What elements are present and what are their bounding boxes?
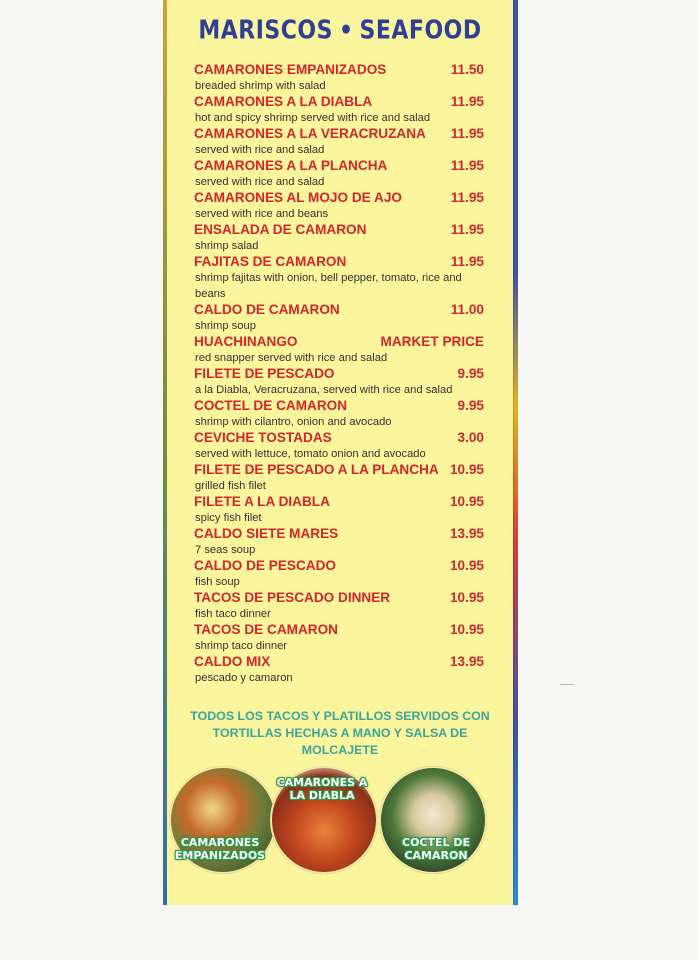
menu-item-description: breaded shrimp with salad xyxy=(195,80,326,92)
menu-item-list xyxy=(194,62,484,686)
menu-item xyxy=(194,622,484,654)
menu-item xyxy=(194,366,484,398)
menu-item-description: 7 seas soup xyxy=(195,544,256,556)
dish-photo-row xyxy=(167,766,513,881)
menu-item-description: shrimp taco dinner xyxy=(195,640,288,652)
menu-item-price: 10.95 xyxy=(449,558,484,573)
menu-item-header xyxy=(194,302,484,318)
menu-item-description: shrimp fajitas with onion, bell pepper, tomato, rice and beans xyxy=(195,272,462,300)
menu-item-header xyxy=(194,462,484,478)
menu-item-price: 10.95 xyxy=(449,494,484,509)
menu-item-price: 3.00 xyxy=(457,430,484,445)
menu-item-description: served with rice and salad xyxy=(195,176,325,188)
menu-item xyxy=(194,190,484,222)
menu-item-price: 13.95 xyxy=(449,654,484,669)
menu-item-price: 11.95 xyxy=(450,94,484,109)
menu-item-description: a la Diabla, Veracruzana, served with rice and salad xyxy=(195,384,453,396)
menu-item xyxy=(194,62,484,94)
scan-mark xyxy=(560,684,574,685)
menu-item-name: CAMARONES AL MOJO DE AJO xyxy=(194,190,402,205)
menu-title-spanish: MARISCOS xyxy=(198,16,333,46)
menu-item-header xyxy=(194,590,484,606)
menu-item-price: 11.95 xyxy=(450,190,484,205)
menu-item-description: shrimp soup xyxy=(195,320,256,332)
menu-item xyxy=(194,494,484,526)
menu-item-name: FILETE DE PESCADO xyxy=(194,366,335,381)
menu-item-price: 11.95 xyxy=(450,126,484,141)
menu-item-description: hot and spicy shrimp served with rice and salad xyxy=(195,112,431,124)
menu-item-name: COCTEL DE CAMARON xyxy=(194,398,348,413)
menu-item-name: FAJITAS DE CAMARON xyxy=(194,254,347,269)
menu-item-name: CALDO DE CAMARON xyxy=(194,302,340,317)
menu-item-header xyxy=(194,398,484,414)
menu-item xyxy=(194,222,484,254)
menu-item-price: 11.00 xyxy=(450,302,484,317)
menu-item-description: shrimp salad xyxy=(195,240,259,252)
menu-item-name: FILETE A LA DIABLA xyxy=(194,494,330,509)
menu-title-separator: • xyxy=(338,16,354,46)
menu-title xyxy=(167,16,513,46)
menu-item-description: shrimp with cilantro, onion and avocado xyxy=(195,416,392,428)
menu-item-description: served with lettuce, tomato onion and avocado xyxy=(195,448,426,460)
menu-item xyxy=(194,254,484,302)
menu-item-description: fish soup xyxy=(195,576,240,588)
menu-item-description: pescado y camaron xyxy=(195,672,293,684)
menu-item-name: CAMARONES A LA DIABLA xyxy=(194,94,373,109)
menu-item-header xyxy=(194,334,484,350)
menu-item-name: CAMARONES A LA PLANCHA xyxy=(194,158,388,173)
menu-item xyxy=(194,158,484,190)
menu-page xyxy=(167,0,513,905)
menu-item-header xyxy=(194,494,484,510)
menu-item xyxy=(194,654,484,686)
menu-item xyxy=(194,558,484,590)
menu-item xyxy=(194,462,484,494)
menu-item-description: grilled fish filet xyxy=(195,480,266,492)
menu-item-header xyxy=(194,430,484,446)
menu-item-name: TACOS DE CAMARON xyxy=(194,622,338,637)
menu-item-price: 13.95 xyxy=(449,526,484,541)
menu-item-header xyxy=(194,654,484,670)
menu-title-english: SEAFOOD xyxy=(359,16,482,46)
menu-item-description: served with rice and salad xyxy=(195,144,325,156)
menu-item-header xyxy=(194,222,484,238)
menu-item-price: 10.95 xyxy=(449,462,484,477)
menu-item xyxy=(194,302,484,334)
menu-item xyxy=(194,126,484,158)
menu-item-header xyxy=(194,158,484,174)
menu-item-price: 9.95 xyxy=(457,366,484,381)
menu-item-description: fish taco dinner xyxy=(195,608,271,620)
menu-item-header xyxy=(194,126,484,142)
menu-item-description: served with rice and beans xyxy=(195,208,329,220)
menu-item-name: TACOS DE PESCADO DINNER xyxy=(194,590,391,605)
menu-item-price: 10.95 xyxy=(449,590,484,605)
menu-item-header xyxy=(194,558,484,574)
menu-item-header xyxy=(194,62,484,78)
menu-item-name: CAMARONES A LA VERACRUZANA xyxy=(194,126,426,141)
menu-item-header xyxy=(194,254,484,270)
menu-item-price: 11.95 xyxy=(450,222,484,237)
menu-item-price: 11.95 xyxy=(450,158,484,173)
menu-item-name: CAMARONES EMPANIZADOS xyxy=(194,62,387,77)
menu-item-header xyxy=(194,622,484,638)
menu-item-price: 10.95 xyxy=(449,622,484,637)
menu-footer-note: TODOS LOS TACOS Y PLATILLOS SERVIDOS CON TORTILLAS HECHAS A MANO Y SALSA DE MOLCAJETE xyxy=(190,709,490,757)
menu-item-name: HUACHINANGO xyxy=(194,334,298,349)
menu-item-description: spicy fish filet xyxy=(195,512,262,524)
menu-item-header xyxy=(194,190,484,206)
menu-item xyxy=(194,94,484,126)
menu-item-name: CALDO SIETE MARES xyxy=(194,526,339,541)
menu-item-name: CEVICHE TOSTADAS xyxy=(194,430,332,445)
dish-photo-label: CAMARONES EMPANIZADOS xyxy=(174,836,266,862)
menu-item-name: FILETE DE PESCADO A LA PLANCHA xyxy=(194,462,439,477)
menu-item-header xyxy=(194,526,484,542)
menu-item xyxy=(194,334,484,366)
menu-item-header xyxy=(194,366,484,382)
menu-item-header xyxy=(194,94,484,110)
menu-item-name: CALDO DE PESCADO xyxy=(194,558,336,573)
menu-item-name: ENSALADA DE CAMARON xyxy=(194,222,367,237)
menu-item-price: 11.50 xyxy=(450,62,484,77)
menu-item-price: 9.95 xyxy=(457,398,484,413)
menu-item-price: MARKET PRICE xyxy=(380,334,484,349)
menu-item xyxy=(194,526,484,558)
menu-item xyxy=(194,430,484,462)
menu-item-description: red snapper served with rice and salad xyxy=(195,352,388,364)
dish-photo-label: COCTEL DE CAMARON xyxy=(402,836,470,862)
menu-item-name: CALDO MIX xyxy=(194,654,271,669)
menu-item xyxy=(194,590,484,622)
dish-photo-label: CAMARONES A LA DIABLA xyxy=(276,776,368,802)
menu-item-price: 11.95 xyxy=(450,254,484,269)
menu-item xyxy=(194,398,484,430)
